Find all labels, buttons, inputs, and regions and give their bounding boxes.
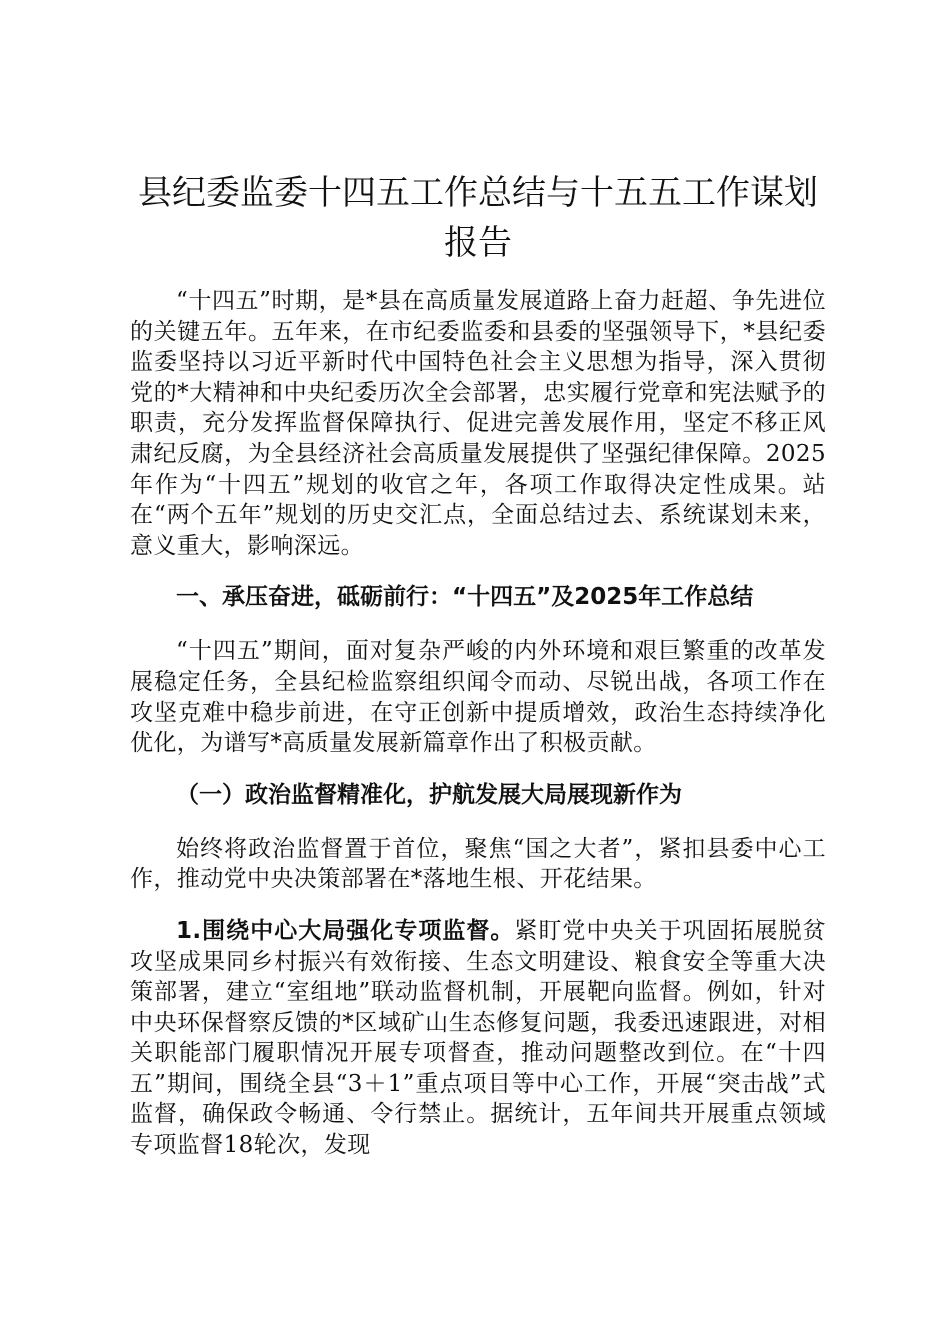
document-title bbox=[130, 168, 826, 268]
title-line-1: 县纪委监委十四五工作总结与十五五工作谋划 bbox=[138, 173, 818, 213]
title-line-2: 报告 bbox=[444, 223, 512, 263]
item-1-paragraph bbox=[130, 916, 826, 1161]
section-1-paragraph: “十四五”期间，面对复杂严峻的内外环境和艰巨繁重的改革发展稳定任务，全县纪检监察组织闻令而动、尽锐出战，各项工作在攻坚克难中稳步前进，在守正创新中提质增效，政治生态持续净化优化，为谱写*高质量发展新篇章作出了积极贡献。 bbox=[130, 638, 826, 757]
subsection-1-paragraph: 始终将政治监督置于首位，聚焦“国之大者”，紧扣县委中心工作，推动党中央决策部署在*落地生根、开花结果。 bbox=[130, 835, 826, 893]
document-page bbox=[130, 168, 826, 1182]
item-1-lead: 1.围绕中心大局强化专项监督。 bbox=[176, 917, 515, 944]
intro-paragraph: “十四五”时期，是*县在高质量发展道路上奋力赶超、争先进位的关键五年。五年来，在市纪委监委和县委的坚强领导下，*县纪委监委坚持以习近平新时代中国特色社会主义思想为指导，深入贯彻党的*大精神和中央纪委历次全会部署，忠实履行党章和宪法赋予的职责，充分发挥监督保障执行、促进完善发展作用，坚定不移正风肃纪反腐，为全县经济社会高质量发展提供了坚强纪律保障。2025年作为“十四五”规划的收官之年，各项工作取得决定性成果。站在“两个五年”规划的历史交汇点，全面总结过去、系统谋划未来，意义重大，影响深远。 bbox=[130, 288, 826, 559]
item-1-text: 紧盯党中央关于巩固拓展脱贫攻坚成果同乡村振兴有效衔接、生态文明建设、粮食安全等重大决策部署，建立“室组地”联动监督机制，开展靶向监督。例如，针对中央环保督察反馈的*区域矿山生态修复问题，我委迅速跟进，对相关职能部门履职情况开展专项督查，推动问题整改到位。在“十四五”期间，围绕全县“3＋1”重点项目等中心工作，开展“突击战”式监督，确保政令畅通、令行禁止。据统计，五年间共开展重点领域专项监督18轮次，发现 bbox=[130, 917, 826, 1159]
subsection-heading-1: （一）政治监督精准化，护航发展大局展现新作为 bbox=[176, 781, 682, 808]
section-heading-1: 一、承压奋进，砥砺前行：“十四五”及2025年工作总结 bbox=[176, 584, 754, 611]
